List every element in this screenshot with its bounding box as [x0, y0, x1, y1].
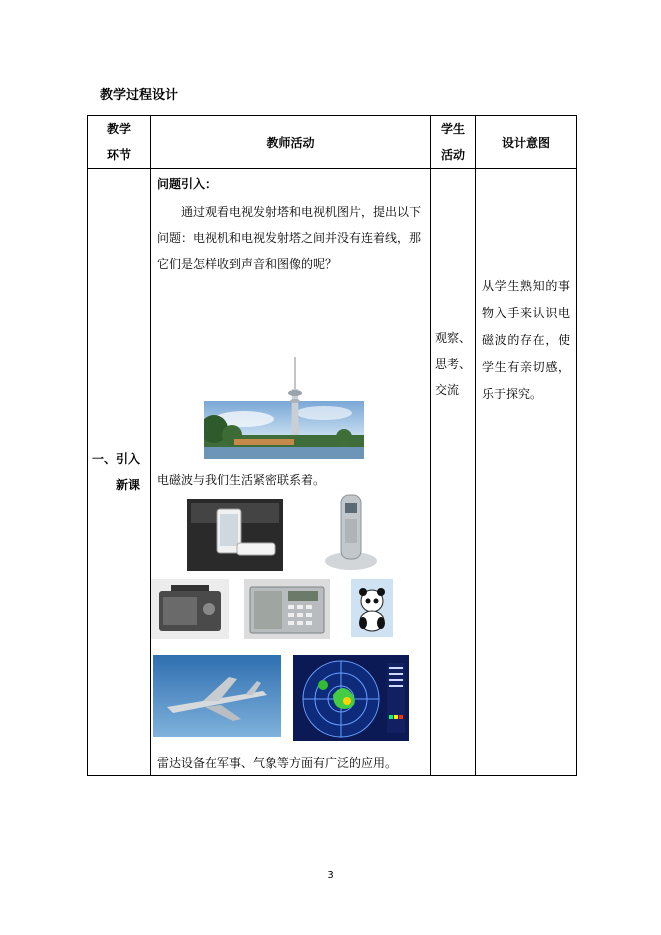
header-stage — [88, 116, 151, 169]
header-intent: 设计意图 — [476, 116, 577, 169]
receiver-device-image — [244, 579, 330, 639]
page-number: 3 — [327, 870, 334, 881]
teacher-activity-cell — [151, 169, 431, 776]
panda-toy-image — [351, 579, 393, 637]
weather-radar-image — [293, 655, 409, 741]
header-student — [431, 116, 476, 169]
header-student-line2: 活动 — [440, 148, 465, 162]
question-title: 问题引入： — [157, 177, 218, 191]
student-activity-text — [435, 325, 471, 403]
caption-radar: 雷达设备在军事、气象等方面有广泛的应用。 — [157, 756, 398, 770]
student-activity-line-1: 观察、 — [435, 331, 472, 345]
question-body: 通过观看电视发射塔和电视机图片，提出以下问题：电视机和电视发射塔之间并没有连着线，那它们是怎样收到声音和图像的呢？ — [157, 205, 422, 271]
section-title: 教学过程设计 — [100, 88, 179, 103]
student-activity-line-3: 交流 — [435, 383, 460, 397]
caption-electromagnetic-life: 电磁波与我们生活紧密联系着。 — [157, 473, 326, 487]
header-stage-line1: 教学 — [106, 122, 131, 136]
smartphone-image — [187, 499, 283, 571]
table-header-row — [88, 116, 577, 169]
header-student-line1: 学生 — [440, 122, 465, 136]
radio-image — [151, 579, 229, 639]
table-row — [88, 169, 577, 776]
header-stage-line2: 环节 — [106, 148, 131, 162]
tv-tower-image — [204, 349, 364, 459]
header-teacher: 教师活动 — [151, 116, 431, 169]
student-activity-cell — [431, 169, 476, 776]
design-intent-text: 从学生熟知的事物入手来认识电磁波的存在，使学生有亲切感，乐于探究。 — [482, 279, 570, 401]
fighter-jet-image — [153, 655, 281, 737]
stage-line1: 一、引入 — [91, 452, 140, 466]
cordless-phone-image — [321, 491, 381, 573]
lesson-plan-table — [87, 115, 577, 776]
stage-cell — [88, 169, 151, 776]
stage-line2: 新课 — [115, 478, 140, 492]
design-intent-cell — [476, 169, 577, 776]
student-activity-line-2: 思考、 — [435, 357, 472, 371]
